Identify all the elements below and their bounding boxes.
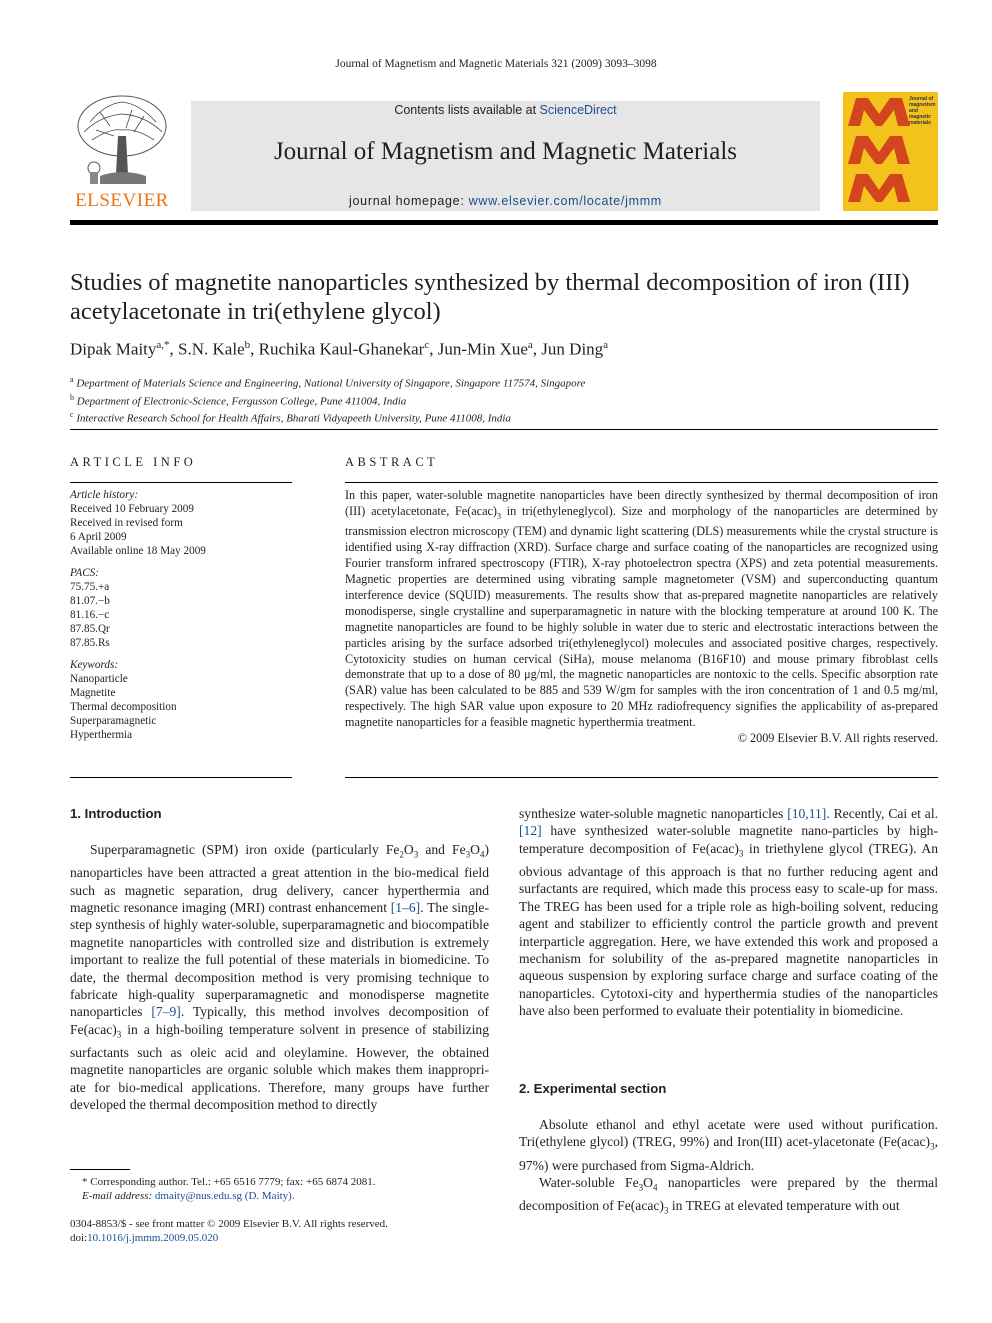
pacs-code: 81.16.−c [70, 609, 110, 621]
pacs-label: PACS: [70, 567, 100, 579]
article-info-block [70, 488, 292, 750]
article-title: Studies of magnetite nanoparticles synthesized by thermal decomposition of iron (III) acetylacetonate in tri(ethylene glycol) [70, 269, 910, 325]
author-affiliation-mark: a [603, 339, 609, 351]
keyword-list [70, 658, 292, 742]
history-item: Received 10 February 2009 [70, 503, 194, 515]
author-name[interactable]: Dipak Maity [70, 339, 157, 359]
doi-label: doi: [70, 1232, 88, 1244]
experimental-paragraph: Absolute ethanol and ethyl acetate were used without purification. Tri(ethylene glycol) (TREG, 99%) and Iron(III) acet-ylacetonate ($Fe(acac)_3$, 97%) were purchased from Sigma-Aldrich. Water-soluble $Fe_3O_4$ nanoparticles were prepared by the thermal decomposition of $Fe(acac)_3$ in TREG at elevated temperature with out [519, 1117, 938, 1216]
author-affiliation-mark: b [244, 339, 251, 351]
reference-link[interactable]: [12] [519, 823, 542, 839]
journal-citation: Journal of Magnetism and Magnetic Materials 321 (2009) 3093–3098 [335, 58, 657, 70]
header-divider [70, 220, 938, 225]
journal-cover-thumbnail[interactable] [843, 92, 938, 211]
affiliation-text: Interactive Research School for Health Affairs, Bharati Vidyapeeth University, Pune 411008, India [76, 412, 511, 425]
cover-m-letter-icon [846, 134, 912, 166]
article-info-divider [70, 482, 292, 483]
corresponding-author-footnote [70, 1175, 489, 1203]
article-info-heading: ARTICLE INFO [70, 455, 197, 469]
affiliation-text: Department of Materials Science and Engineering, National University of Singapore, Singapore 117574, Singapore [76, 377, 586, 390]
elsevier-logo[interactable] [70, 92, 174, 212]
author-affiliation-mark: a,* [156, 339, 170, 351]
footnote-divider [70, 1169, 130, 1170]
affiliation-text: Department of Electronic-Science, Fergusson College, Pune 411004, India [76, 395, 407, 408]
corresponding-author-text: * Corresponding author. Tel.: +65 6516 7779; fax: +65 6874 2081. [82, 1176, 376, 1188]
abstract-bottom-divider [345, 777, 938, 778]
keyword: Nanoparticle [70, 673, 128, 685]
pacs-code: 75.75.+a [70, 581, 110, 593]
author-list: Dipak Maity$^{a,*}$, S.N. Kale$^b$, Ruchika Kaul-Ghanekar$^c$, Jun-Min Xue$^a$, Jun Ding$^a$ [70, 339, 609, 359]
keyword: Superparamagnetic [70, 715, 157, 727]
abstract-part: In this paper, water-soluble magnetite nanoparticles have been directly synthesized by thermal decomposition of iron (III) acetylacetonate, Fe(acac) [345, 488, 938, 518]
journal-title: Journal of Magnetism and Magnetic Materials [273, 138, 738, 165]
affiliation [70, 408, 938, 426]
cover-m-letter-icon [846, 96, 912, 128]
issn-text: 0304-8853/$ - see front matter © 2009 Elsevier B.V. All rights reserved. [70, 1218, 388, 1230]
elsevier-tree-icon [70, 92, 174, 188]
introduction-paragraph: Superparamagnetic (SPM) iron oxide (particularly $Fe_2O_3$ and $Fe_3O_4$) nanoparticles have been attracted a great attention in the bio-medical field such as magnetic separation, drug delivery, cancer hyperthermia and magnetic resonance imaging (MRI) contrast enhancement [1–6]. The single-step synthesis of highly water-soluble, superparamagnetic and biocompatible magnetite nanoparticles with controlled size and distribution is extremely important to realize the full potential of these materials in biomedicine. To date, the thermal decomposition method is very promising technique to fabricate high-quality superparamagnetic and monodisperse magnetite nanoparticles [7–9]. Typically, this method involves decomposition of $Fe(acac)_3$ in a high-boiling temperature solvent in presence of stabilizing surfactants such as oleic acid and oleylamine. However, the obtained magnetite nanoparticles are organic soluble which makes them inappropri-ate for bio-medical applications. Therefore, many groups have further developed the thermal decomposition method to directly [70, 842, 489, 1113]
introduction-paragraph-continued: synthesize water-soluble magnetic nanoparticles [10,11]. Recently, Cai et al. [12] have synthesized water-soluble magnetite nano-particles by high-temperature decomposition of $Fe(acac)_3$ in triethylene glycol (TREG). An obvious advantage of this approach is that no further reducing agent and surfactants are required, which made this process easy to scale-up for mass. The TREG has been used for a triple role as high-boiling solvent, reducing agent and stabilizer to efficiently control the particle growth and prevent interparticle aggregation. Here, we have extended this work and proposed a mechanism for solubility of the as-prepared magnetite nanoparticles in aqueous suspension by exploring surface charge and surface coating of the nanoparticles. Cytotoxi-city and hyperthermia studies of the nanoparticles have also been performed to evaluate their potentiality in biomedicine. [519, 806, 938, 1019]
email-link[interactable]: dmaity@nus.edu.sg [154, 1190, 243, 1202]
contents-line [191, 103, 820, 117]
keyword: Magnetite [70, 687, 116, 699]
reference-link[interactable]: [10,11] [787, 806, 827, 821]
issn-block [70, 1217, 489, 1245]
homepage-line [191, 194, 820, 208]
abstract-part: in tri(ethyleneglycol). Size and morphology of the nanoparticles are determined by transmission electron microscopy (TEM) and dynamic light scattering (DLS) measurements while the crystal structure is identified using X-ray diffraction (XRD). Surface charge and surface coating of the nanoparticles are recognized using Fourier transform infrared spectroscopy (FTIR), X-ray photoelectron spectra (XPS) and zeta potential measurements. Magnetic properties are determined using vibrating sample magnetometer (VSM) and superconducting quantum interference device (SQUID) measurements. The results show that as-prepared magnetite nanoparticles are relatively monodisperse, single crystalline and superparamagnetic in nature with the blocking temperature at around 100 K. The magnetite nanoparticles are found to be highly soluble in water due to steric and electrostatic interactions between the particles arising by the surface adsorbed tri(ethyleneglycol) molecules and associated positive charges, respectively. Cytotoxicity studies on human cervical (SiHa), mouse melanoma (B16F10) and mouse primary fibroblast cells demonstrate that up to a dose of 80 μg/ml, the magnetic nanoparticles are nontoxic to the cells. Specific absorption rate (SAR) value has been calculated to be 885 and 539 W/gm for samples with the iron concentration of 1 and 0.5 mg/ml, respectively. The high SAR value upon exposure to 20 MHz radiofrequency signifies the applicability of as-prepared magnetite nanoparticles for a feasible magnetic hyperthermia treatment. [345, 503, 939, 730]
email-name: (D. Maity). [242, 1190, 295, 1202]
abstract-copyright: © 2009 Elsevier B.V. All rights reserved. [737, 731, 938, 746]
author-name[interactable]: Jun Ding [541, 339, 604, 359]
homepage-prefix: journal homepage: [349, 194, 469, 208]
article-info-bottom-divider [70, 777, 292, 778]
affiliation-mark: b [70, 392, 74, 402]
author-affiliation-mark: c [424, 339, 430, 351]
section-heading-introduction: 1. Introduction [70, 806, 162, 821]
reference-link[interactable]: [1–6] [390, 899, 421, 915]
abstract-divider [345, 482, 938, 483]
email-label: E-mail address: [82, 1190, 155, 1202]
keyword: Thermal decomposition [70, 701, 177, 713]
history-item: Available online 18 May 2009 [70, 545, 206, 557]
cover-m-letter-icon [846, 172, 912, 204]
subscript: 3 [496, 511, 501, 521]
history-label: Article history: [70, 489, 139, 501]
article-history [70, 488, 292, 558]
pacs-code: 81.07.−b [70, 595, 110, 607]
sciencedirect-link[interactable]: ScienceDirect [539, 103, 617, 117]
contents-prefix: Contents lists available at [394, 103, 540, 117]
history-item: 6 April 2009 [70, 531, 127, 543]
affiliation-divider [70, 429, 938, 430]
author-affiliation-mark: a [527, 339, 533, 351]
affiliation-list [70, 373, 938, 426]
pacs-list [70, 566, 292, 650]
affiliation-mark: a [70, 375, 74, 384]
doi-line [70, 1231, 489, 1245]
doi-link[interactable]: 10.1016/j.jmmm.2009.05.020 [87, 1232, 219, 1244]
keyword: Hyperthermia [70, 729, 133, 741]
homepage-link[interactable]: www.elsevier.com/locate/jmmm [468, 194, 662, 208]
history-item: Received in revised form [70, 517, 183, 529]
section-heading-experimental: 2. Experimental section [519, 1081, 667, 1096]
reference-link[interactable]: [7–9] [151, 1004, 181, 1020]
affiliation [70, 373, 938, 391]
author-name[interactable]: Ruchika Kaul-Ghanekar [258, 339, 425, 359]
abstract-heading: ABSTRACT [345, 455, 439, 469]
keywords-label: Keywords: [70, 659, 119, 671]
abstract-text [345, 488, 938, 747]
email-line [70, 1189, 489, 1203]
journal-banner [191, 101, 820, 211]
elsevier-wordmark: ELSEVIER [75, 190, 169, 211]
affiliation-mark: c [70, 410, 74, 420]
pacs-code: 87.85.Qr [70, 623, 110, 635]
author-name[interactable]: Jun-Min Xue [437, 339, 528, 359]
cover-journal-name: Journal of magnetism and magnetic materials [909, 96, 936, 126]
pacs-code: 87.85.Rs [70, 637, 110, 649]
affiliation [70, 391, 938, 409]
author-name[interactable]: S.N. Kale [178, 339, 245, 359]
